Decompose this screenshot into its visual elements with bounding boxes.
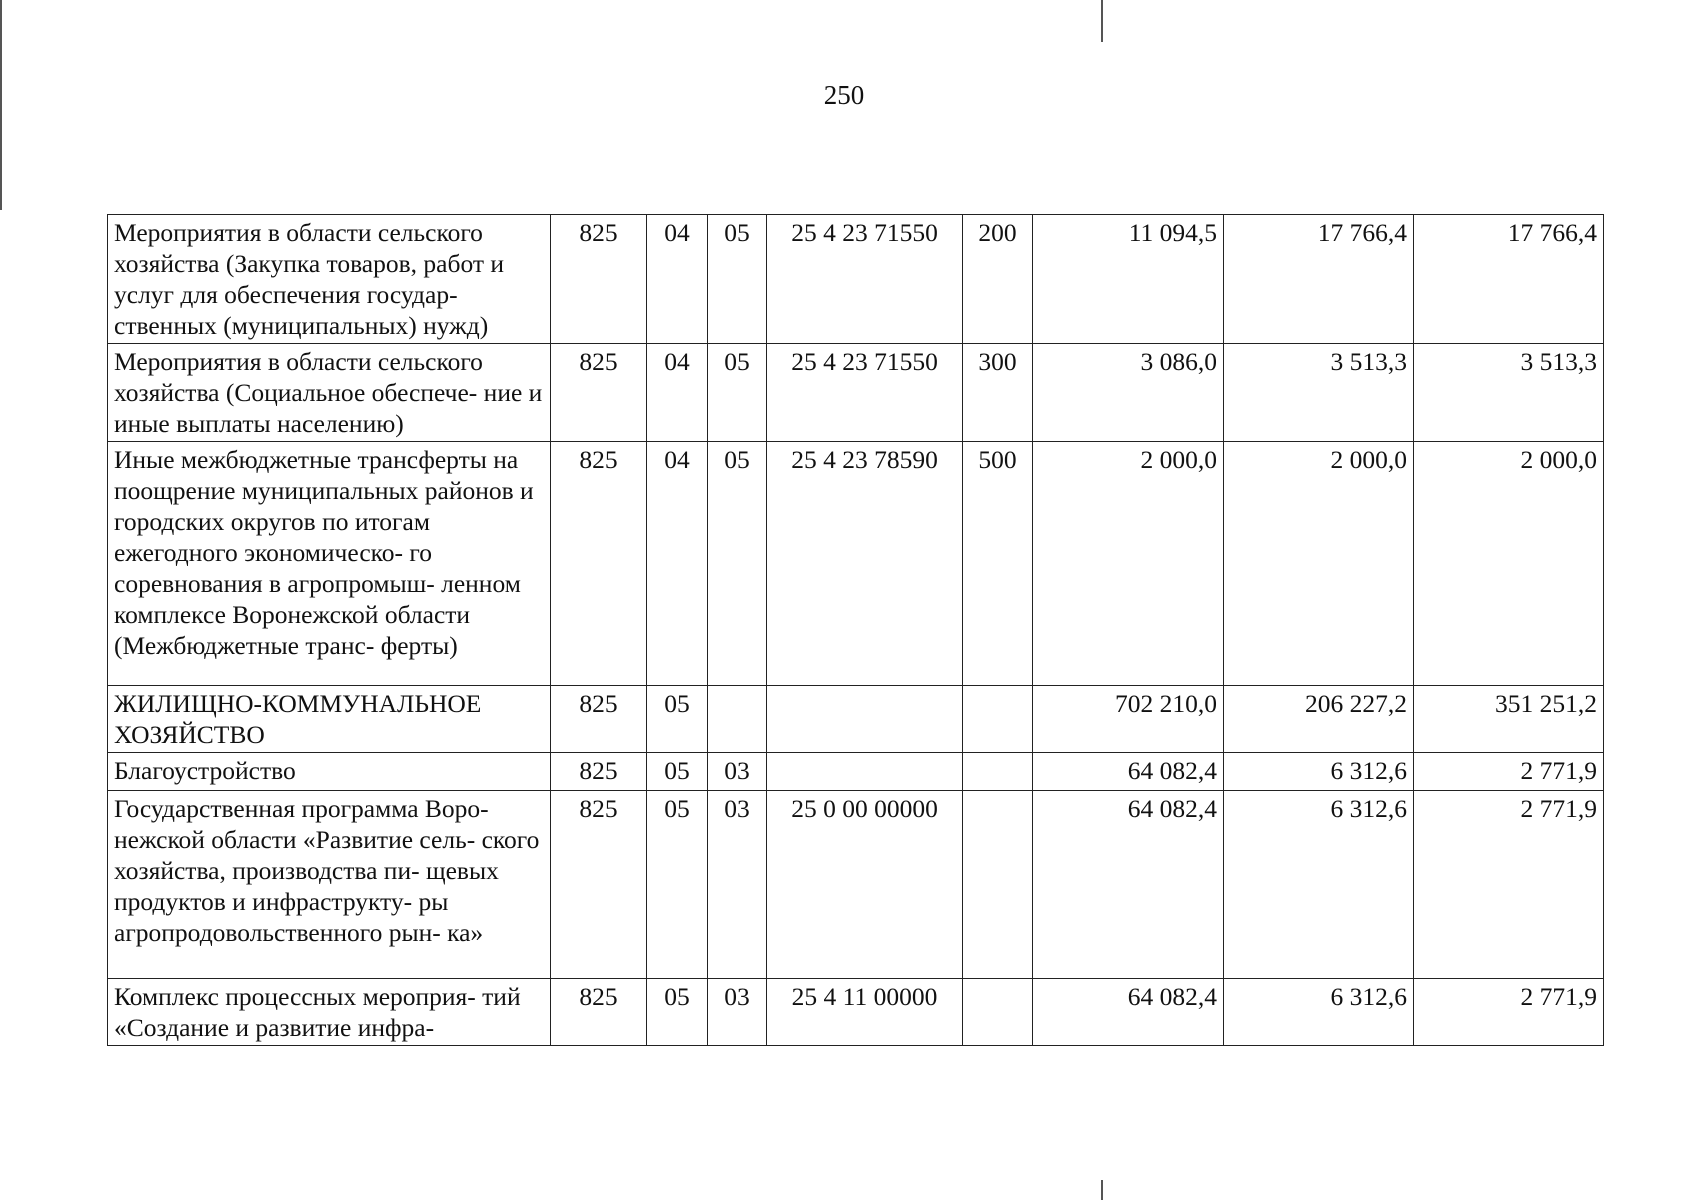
subsection-code-cell: 03 bbox=[708, 979, 767, 1046]
row-name-cell: ЖИЛИЩНО-КОММУНАЛЬНОЕ ХОЗЯЙСТВО bbox=[108, 686, 551, 753]
amount-year1-cell: 64 082,4 bbox=[1033, 979, 1224, 1046]
subsection-code-cell: 05 bbox=[708, 215, 767, 344]
page-number: 250 bbox=[823, 80, 865, 110]
row-name-cell: Иные межбюджетные трансферты на поощрение муниципальных районов и городских округов по итогам ежегодного экономическо- го соревнования в агропромыш- ленном комплексе Воронежской области (Межбюджетные транс- ферты) bbox=[108, 442, 551, 686]
expense-type-cell bbox=[963, 753, 1033, 791]
amount-year1-cell: 2 000,0 bbox=[1033, 442, 1224, 686]
ministry-code-cell: 825 bbox=[551, 686, 647, 753]
table-row bbox=[108, 979, 1604, 1046]
subsection-code-cell: 03 bbox=[708, 791, 767, 979]
section-code-cell: 04 bbox=[647, 344, 708, 442]
expense-type-cell bbox=[963, 979, 1033, 1046]
row-name-cell: Благоустройство bbox=[108, 753, 551, 791]
scan-fold-line-top bbox=[1101, 0, 1103, 42]
amount-year2-cell: 2 000,0 bbox=[1224, 442, 1414, 686]
amount-year3-cell: 2 771,9 bbox=[1414, 791, 1604, 979]
row-name-cell: Комплекс процессных мероприя- тий «Создание и развитие инфра- bbox=[108, 979, 551, 1046]
expense-type-cell bbox=[963, 791, 1033, 979]
expense-type-cell: 500 bbox=[963, 442, 1033, 686]
amount-year2-cell: 6 312,6 bbox=[1224, 753, 1414, 791]
section-code-cell: 04 bbox=[647, 215, 708, 344]
target-article-cell: 25 4 23 78590 bbox=[767, 442, 963, 686]
row-name-cell: Мероприятия в области сельского хозяйства (Закупка товаров, работ и услуг для обеспечения государ- ственных (муниципальных) нужд) bbox=[108, 215, 551, 344]
budget-table-body bbox=[108, 215, 1604, 1046]
expense-type-cell: 200 bbox=[963, 215, 1033, 344]
amount-year3-cell: 17 766,4 bbox=[1414, 215, 1604, 344]
ministry-code-cell: 825 bbox=[551, 344, 647, 442]
target-article-cell: 25 4 23 71550 bbox=[767, 215, 963, 344]
row-name-cell: Мероприятия в области сельского хозяйства (Социальное обеспече- ние и иные выплаты населению) bbox=[108, 344, 551, 442]
amount-year1-cell: 11 094,5 bbox=[1033, 215, 1224, 344]
amount-year3-cell: 351 251,2 bbox=[1414, 686, 1604, 753]
amount-year1-cell: 64 082,4 bbox=[1033, 753, 1224, 791]
amount-year1-cell: 702 210,0 bbox=[1033, 686, 1224, 753]
scan-fold-line-bottom bbox=[1101, 1180, 1103, 1200]
amount-year3-cell: 3 513,3 bbox=[1414, 344, 1604, 442]
amount-year3-cell: 2 771,9 bbox=[1414, 979, 1604, 1046]
ministry-code-cell: 825 bbox=[551, 215, 647, 344]
ministry-code-cell: 825 bbox=[551, 791, 647, 979]
amount-year3-cell: 2 000,0 bbox=[1414, 442, 1604, 686]
table-row bbox=[108, 215, 1604, 344]
ministry-code-cell: 825 bbox=[551, 753, 647, 791]
amount-year1-cell: 64 082,4 bbox=[1033, 791, 1224, 979]
amount-year2-cell: 206 227,2 bbox=[1224, 686, 1414, 753]
section-code-cell: 05 bbox=[647, 791, 708, 979]
amount-year1-cell: 3 086,0 bbox=[1033, 344, 1224, 442]
ministry-code-cell: 825 bbox=[551, 442, 647, 686]
subsection-code-cell: 05 bbox=[708, 344, 767, 442]
target-article-cell bbox=[767, 753, 963, 791]
ministry-code-cell: 825 bbox=[551, 979, 647, 1046]
amount-year3-cell: 2 771,9 bbox=[1414, 753, 1604, 791]
amount-year2-cell: 6 312,6 bbox=[1224, 791, 1414, 979]
table-row bbox=[108, 344, 1604, 442]
table-row bbox=[108, 442, 1604, 686]
expense-type-cell bbox=[963, 686, 1033, 753]
subsection-code-cell: 03 bbox=[708, 753, 767, 791]
target-article-cell: 25 4 23 71550 bbox=[767, 344, 963, 442]
amount-year2-cell: 6 312,6 bbox=[1224, 979, 1414, 1046]
target-article-cell bbox=[767, 686, 963, 753]
table-row bbox=[108, 686, 1604, 753]
section-code-cell: 05 bbox=[647, 979, 708, 1046]
expense-type-cell: 300 bbox=[963, 344, 1033, 442]
target-article-cell: 25 0 00 00000 bbox=[767, 791, 963, 979]
table-row bbox=[108, 791, 1604, 979]
amount-year2-cell: 17 766,4 bbox=[1224, 215, 1414, 344]
row-name-cell: Государственная программа Воро- нежской области «Развитие сель- ского хозяйства, производства пи- щевых продуктов и инфраструкту- ры агропродовольственного рын- ка» bbox=[108, 791, 551, 979]
section-code-cell: 05 bbox=[647, 686, 708, 753]
subsection-code-cell: 05 bbox=[708, 442, 767, 686]
budget-table bbox=[107, 214, 1604, 1046]
amount-year2-cell: 3 513,3 bbox=[1224, 344, 1414, 442]
section-code-cell: 04 bbox=[647, 442, 708, 686]
target-article-cell: 25 4 11 00000 bbox=[767, 979, 963, 1046]
table-row bbox=[108, 753, 1604, 791]
section-code-cell: 05 bbox=[647, 753, 708, 791]
subsection-code-cell bbox=[708, 686, 767, 753]
